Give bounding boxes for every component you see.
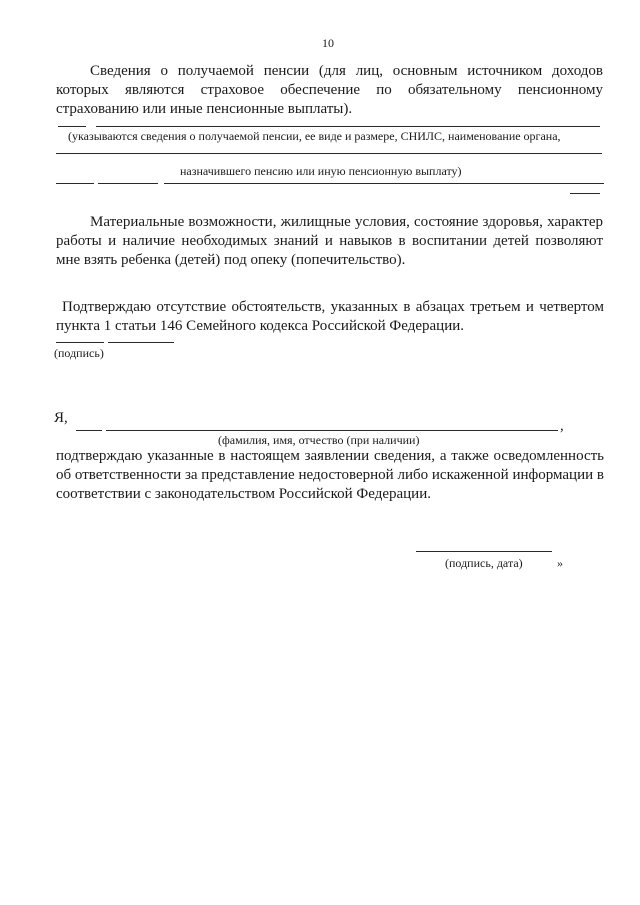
fill-line	[570, 193, 600, 194]
abilities-text: Материальные возможности, жилищные условия, состояние здоровья, характер работы и наличие необходимых знаний и навыков в воспитании детей позволяют мне взять ребенка (детей) под опеку (попечительство).	[56, 214, 603, 268]
final-signature-quote: »	[557, 556, 563, 570]
final-signature-caption: (подпись, дата)	[445, 556, 523, 570]
fill-line	[56, 153, 602, 154]
page-number: 10	[322, 36, 334, 50]
signature-line	[56, 342, 104, 343]
pension-hint-line1: (указываются сведения о получаемой пенсии, ее виде и размере, СНИЛС, наименование органа,	[68, 129, 561, 143]
declaration-prefix: Я,	[54, 410, 68, 426]
pension-paragraph	[56, 62, 603, 119]
fill-line	[56, 183, 94, 184]
pension-hint-line2: назначившего пенсию или иную пенсионную выплату)	[180, 164, 462, 178]
name-fill-line	[76, 430, 102, 431]
name-fill-line	[106, 430, 558, 431]
declaration-text: подтверждаю указанные в настоящем заявлении сведения, а также осведомленность об ответственности за представление недостоверной либо искаженной информации в соответствии с законодательством Российской Федерации.	[56, 448, 604, 502]
declaration-comma: ,	[560, 418, 564, 434]
fill-line	[58, 126, 86, 127]
pension-text: Сведения о получаемой пенсии (для лиц, основным источником доходов которых являются страховое обеспечение по обязательному пенсионному страхованию или иные пенсионные выплаты).	[56, 63, 603, 117]
abilities-paragraph	[56, 213, 603, 270]
final-signature-line	[416, 551, 552, 552]
fill-line	[98, 183, 158, 184]
fill-line	[96, 126, 600, 127]
confirm-absence-text: Подтверждаю отсутствие обстоятельств, указанных в абзацах третьем и четвертом пункта 1 статьи 146 Семейного кодекса Российской Федерации.	[56, 299, 604, 334]
confirm-absence-paragraph	[56, 298, 604, 336]
declaration-paragraph	[56, 447, 604, 504]
name-caption: (фамилия, имя, отчество (при наличии)	[218, 433, 420, 447]
signature-line	[108, 342, 174, 343]
signature-caption: (подпись)	[54, 346, 104, 360]
fill-line	[164, 183, 604, 184]
